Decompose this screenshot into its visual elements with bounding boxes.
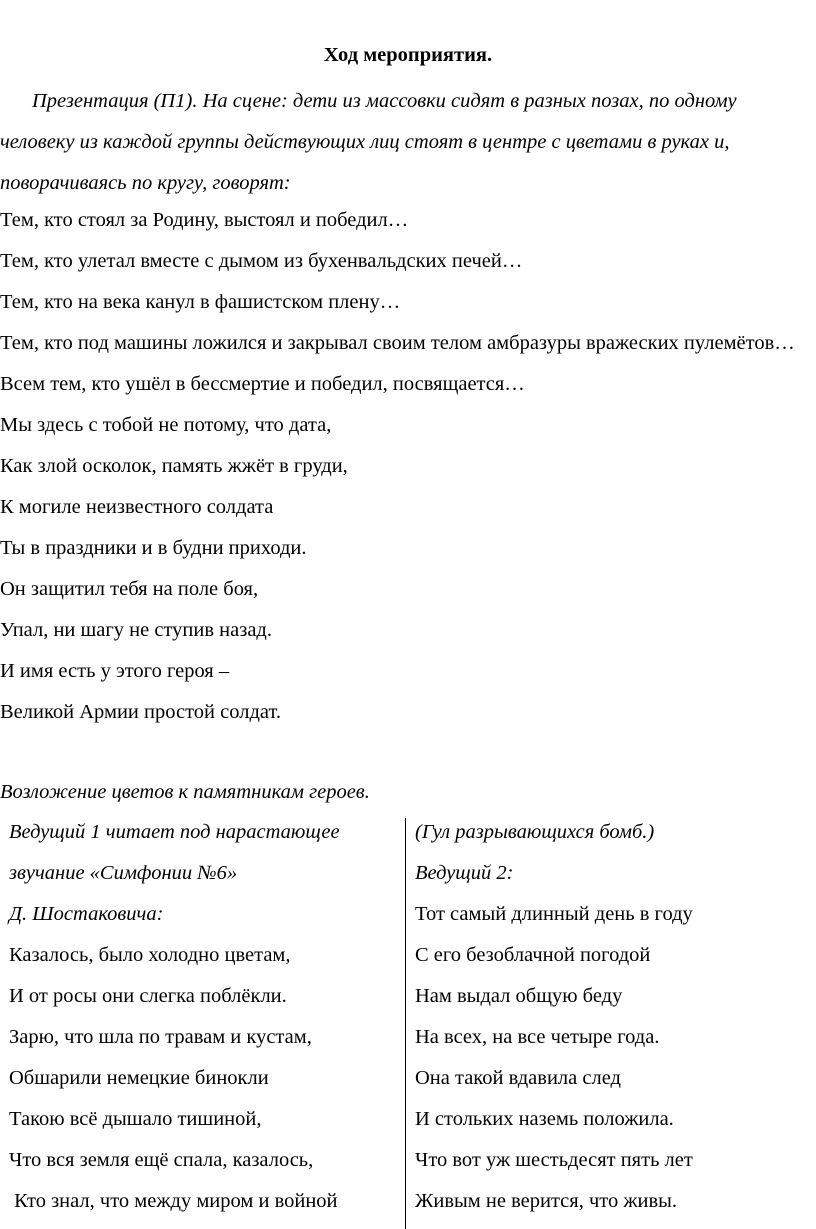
right-verse-line: Она такой вдавила след (415, 1067, 621, 1089)
column-divider (405, 818, 406, 1229)
intro-stage-direction: Презентация (П1). На сцене: дети из массовки сидят в разных позах, по одному человеку из каждой группы действующих лиц стоят в центре с цветами в руках и, поворачиваясь по кругу, говорят: (0, 90, 737, 194)
right-stage-direction: (Гул разрывающихся бомб.) (415, 821, 655, 843)
right-verse-line: С его безоблачной погодой (415, 944, 651, 966)
poem-line: И имя есть у этого героя – (0, 660, 230, 682)
right-stage-direction: Ведущий 2: (415, 862, 514, 884)
poem-line: Упал, ни шагу не ступив назад. (0, 619, 272, 641)
poem-line: Ты в праздники и в будни приходи. (0, 537, 307, 559)
poem-line: Он защитил тебя на поле боя, (0, 578, 259, 600)
right-verse-line: Тот самый длинный день в году (415, 903, 693, 925)
left-verse-line: Такою всё дышало тишиной, (9, 1108, 262, 1130)
poem-line: К могиле неизвестного солдата (0, 496, 274, 518)
left-stage-direction: звучание «Симфонии №6» (9, 862, 238, 884)
right-verse-line: Живым не верится, что живы. (415, 1190, 678, 1212)
page-title: Ход мероприятия. (323, 44, 493, 66)
right-verse-line: Что вот уж шестьдесят пять лет (415, 1149, 693, 1171)
poem-line: Тем, кто стоял за Родину, выстоял и победил… (0, 209, 409, 231)
poem-line: Всем тем, кто ушёл в бессмертие и победил, посвящается… (0, 373, 525, 395)
poem-line: Тем, кто на века канул в фашистском плену… (0, 291, 401, 313)
left-stage-direction: Ведущий 1 читает под нарастающее (9, 821, 340, 843)
poem-line: Великой Армии простой солдат. (0, 701, 281, 723)
left-verse-line: Казалось, было холодно цветам, (9, 944, 291, 966)
right-verse-line: Нам выдал общую беду (415, 985, 623, 1007)
poem-line: Мы здесь с тобой не потому, что дата, (0, 414, 332, 436)
left-column (9, 812, 399, 1222)
left-verse-line: Обшарили немецкие бинокли (9, 1067, 269, 1089)
right-verse-line: На всех, на все четыре года. (415, 1026, 660, 1048)
poem-line: Как злой осколок, память жжёт в груди, (0, 455, 348, 477)
flowers-note: Возложение цветов к памятникам героев. (0, 781, 370, 803)
left-stage-direction: Д. Шостаковича: (9, 903, 164, 925)
left-verse-line: Кто знал, что между миром и войной (9, 1190, 338, 1212)
left-verse-line: Зарю, что шла по травам и кустам, (9, 1026, 312, 1048)
left-verse-line: Что вся земля ещё спала, казалось, (9, 1149, 314, 1171)
right-column (415, 812, 805, 1222)
right-verse-line: И стольких наземь положила. (415, 1108, 674, 1130)
poem-lines (0, 200, 810, 733)
poem-line: Тем, кто под машины ложился и закрывал своим телом амбразуры вражеских пулемётов… (0, 332, 795, 354)
left-verse-line: И от росы они слегка поблёкли. (9, 985, 287, 1007)
poem-line: Тем, кто улетал вместе с дымом из бухенвальдских печей… (0, 250, 523, 272)
